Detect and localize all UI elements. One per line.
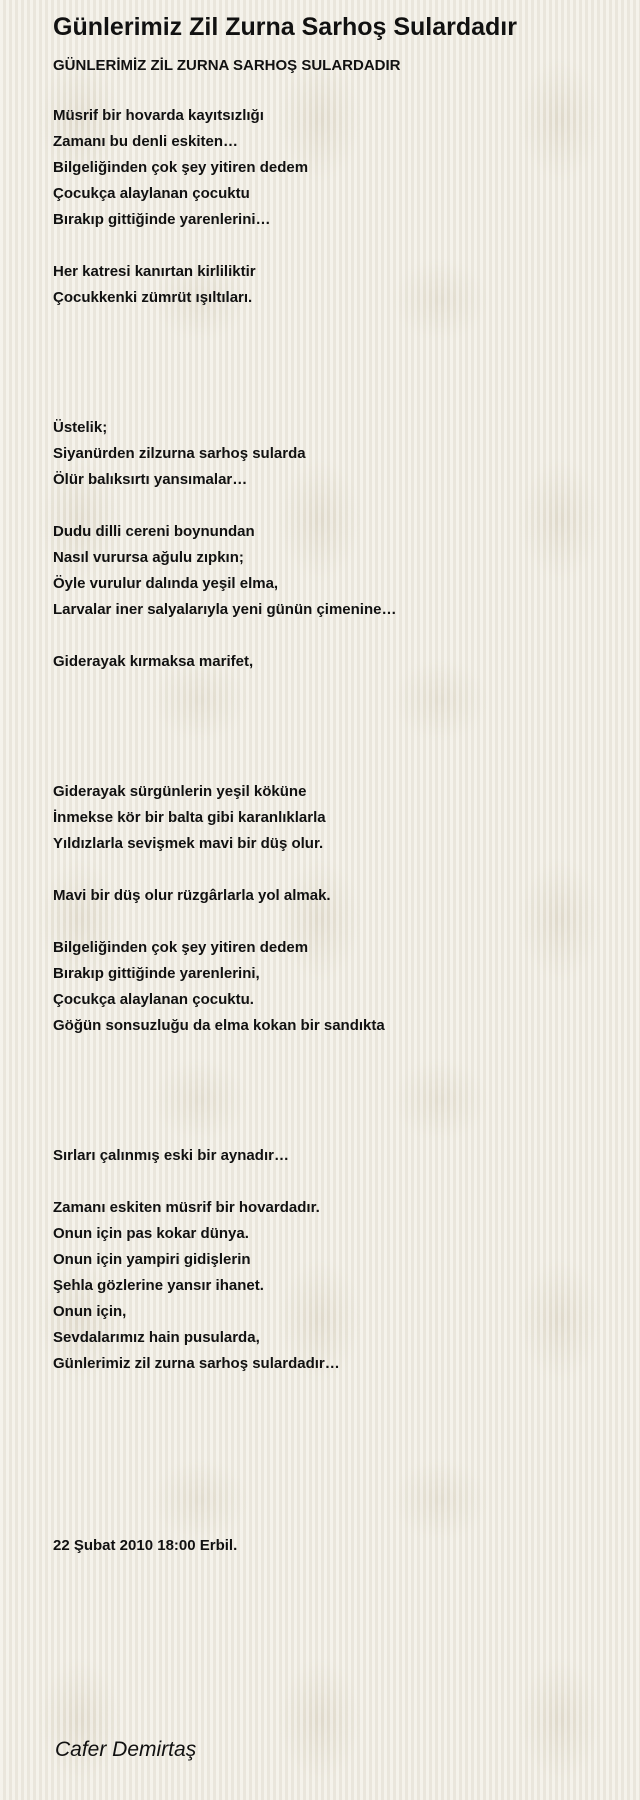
poem-line: Sevdalarımız hain pusularda, (53, 1329, 260, 1346)
poem-line: Siyanürden zilzurna sarhoş sularda (53, 445, 306, 462)
poem-blank-line (53, 389, 613, 415)
poem-line: Giderayak kırmaksa marifet, (53, 653, 254, 670)
poem-page (53, 10, 613, 1559)
poem-line: Bırakıp gittiğinde yarenlerini, (53, 965, 260, 982)
poem-line: Bilgeliğinden çok şey yitiren dedem (53, 159, 309, 176)
poem-line: Dudu dilli cereni boynundan (53, 523, 255, 540)
poem-subtitle: GÜNLERİMİZ ZİL ZURNA SARHOŞ SULARDADIR (53, 57, 401, 74)
poem-blank-line (53, 1091, 613, 1117)
poem-blank-line (53, 337, 613, 363)
poem-blank-line (53, 1065, 613, 1091)
poem-line: Müsrif bir hovarda kayıtsızlığı (53, 107, 264, 124)
poem-blank-line (53, 1481, 613, 1507)
poem-line: Onun için yampiri gidişlerin (53, 1251, 251, 1268)
poem-blank-line (53, 623, 613, 649)
poem-line: Zamanı eskiten müsrif bir hovardadır. (53, 1199, 320, 1216)
poem-line: Ölür balıksırtı yansımalar… (53, 471, 248, 488)
poem-blank-line (53, 1039, 613, 1065)
poem-line: Üstelik; (53, 419, 108, 436)
poem-blank-line (53, 1429, 613, 1455)
poem-blank-line (53, 727, 613, 753)
poem-line: Her katresi kanırtan kirliliktir (53, 263, 256, 280)
poem-line: Giderayak sürgünlerin yeşil köküne (53, 783, 307, 800)
poem-blank-line (53, 493, 613, 519)
poem-line: Zamanı bu denli eskiten… (53, 133, 239, 150)
poem-body (53, 103, 613, 1559)
poem-line: Şehla gözlerine yansır ihanet. (53, 1277, 264, 1294)
poem-line: Bırakıp gittiğinde yarenlerini… (53, 211, 271, 228)
poem-line: Yıldızlarla sevişmek mavi bir düş olur. (53, 835, 324, 852)
poem-line: Günlerimiz zil zurna sarhoş sulardadır… (53, 1355, 340, 1372)
poem-line: Öyle vurulur dalında yeşil elma, (53, 575, 279, 592)
poem-blank-line (53, 233, 613, 259)
poem-blank-line (53, 857, 613, 883)
poem-line: İnmekse kör bir balta gibi karanlıklarla (53, 809, 326, 826)
poem-blank-line (53, 1455, 613, 1481)
poem-blank-line (53, 701, 613, 727)
poem-blank-line (53, 1507, 613, 1533)
poem-line: Bilgeliğinden çok şey yitiren dedem (53, 939, 309, 956)
poem-line: Nasıl vurursa ağulu zıpkın; (53, 549, 244, 566)
poem-line: Onun için pas kokar dünya. (53, 1225, 249, 1242)
poem-line: Çocukça alaylanan çocuktu. (53, 991, 254, 1008)
poem-blank-line (53, 1403, 613, 1429)
poem-line: Göğün sonsuzluğu da elma kokan bir sandıkta (53, 1017, 385, 1034)
poem-line: 22 Şubat 2010 18:00 Erbil. (53, 1537, 238, 1554)
poem-blank-line (53, 1169, 613, 1195)
poem-line: Onun için, (53, 1303, 127, 1320)
poem-blank-line (53, 363, 613, 389)
poem-blank-line (53, 675, 613, 701)
poem-line: Çocukça alaylanan çocuktu (53, 185, 250, 202)
poem-blank-line (53, 1117, 613, 1143)
poem-line: Mavi bir düş olur rüzgârlarla yol almak. (53, 887, 331, 904)
poem-blank-line (53, 909, 613, 935)
poem-blank-line (53, 1377, 613, 1403)
poem-line: Larvalar iner salyalarıyla yeni günün çimenine… (53, 601, 397, 618)
poem-blank-line (53, 753, 613, 779)
poem-line: Sırları çalınmış eski bir aynadır… (53, 1147, 289, 1164)
page-title: Günlerimiz Zil Zurna Sarhoş Sulardadır (53, 13, 517, 41)
poem-line: Çocukkenki zümrüt ışıltıları. (53, 289, 253, 306)
author-signature: Cafer Demirtaş (55, 1738, 197, 1761)
poem-blank-line (53, 311, 613, 337)
